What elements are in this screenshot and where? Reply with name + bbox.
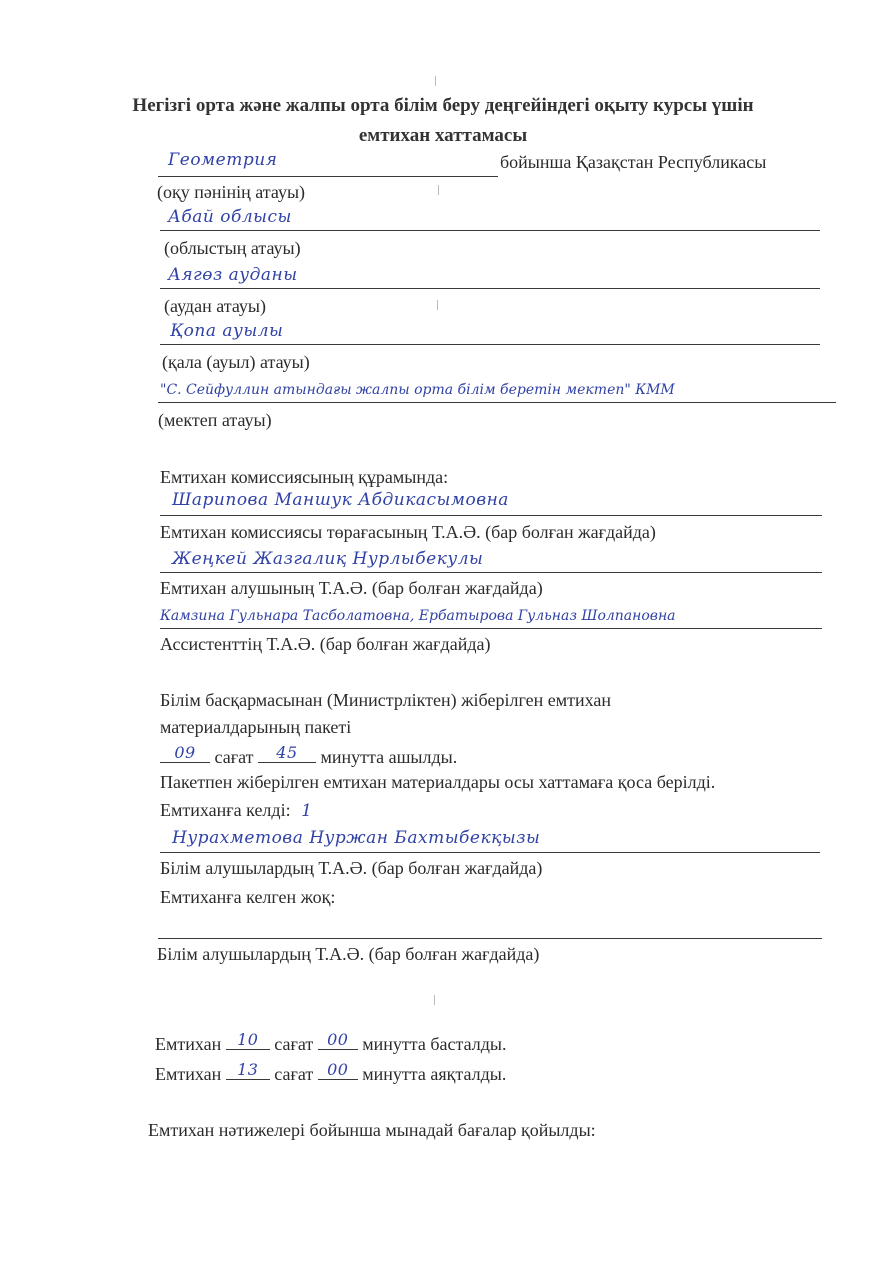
package-minute-handwritten: 45 [276, 743, 298, 762]
package-hour-blank [160, 744, 210, 763]
end-time-row [155, 1061, 506, 1085]
came-row [160, 800, 312, 821]
chair-name-handwritten: Шарипова Маншук Абдикасымовна [172, 490, 509, 510]
document-title-line1: Негізгі орта және жалпы орта білім беру деңгейіндегі оқыту курсы үшін [132, 95, 754, 116]
absent-name-line [158, 938, 822, 939]
scan-mark [438, 185, 439, 195]
end-minute-blank [318, 1061, 358, 1080]
subject-line [158, 176, 498, 177]
subject-suffix: бойынша Қазақстан Республикасы [500, 152, 767, 172]
settlement-handwritten: Қопа ауылы [170, 321, 284, 341]
came-name-line [160, 852, 820, 853]
region-handwritten: Абай облысы [168, 207, 292, 227]
package-hour-handwritten: 09 [174, 743, 196, 762]
package-line2: материалдарының пакеті [160, 717, 352, 737]
absent-caption: Білім алушылардың Т.А.Ә. (бар болған жағдайда) [157, 944, 540, 964]
chair-caption: Емтихан комиссиясы төрағасының Т.А.Ә. (бар болған жағдайда) [160, 522, 656, 542]
subject-handwritten: Геометрия [168, 150, 278, 170]
examiner-name-handwritten: Жеңкей Жазгалиқ Нурлыбекулы [172, 549, 484, 569]
chair-line [160, 515, 822, 516]
start-hour-handwritten: 10 [237, 1030, 259, 1049]
start-hour-word: сағат [274, 1034, 314, 1054]
school-handwritten: "С. Сейфуллин атындағы жалпы орта білім беретін мектеп" КММ [160, 382, 675, 398]
package-opened-text: минутта ашылды. [320, 747, 458, 767]
start-exam-word: Емтихан [155, 1034, 222, 1054]
results-text: Емтихан нәтижелері бойынша мынадай бағалар қойылды: [148, 1120, 596, 1140]
school-line [158, 402, 836, 403]
absent-label: Емтиханға келген жоқ: [160, 887, 336, 907]
end-minute-handwritten: 00 [327, 1060, 349, 1079]
package-attached-text: Пакетпен жіберілген емтихан материалдары осы хаттамаға қоса берілді. [160, 772, 716, 792]
came-count-handwritten: 1 [301, 801, 313, 821]
settlement-caption: (қала (ауыл) атауы) [162, 352, 310, 372]
examiner-caption: Емтихан алушының Т.А.Ә. (бар болған жағдайда) [160, 578, 543, 598]
package-minute-blank [258, 744, 316, 763]
end-hour-blank [226, 1061, 270, 1080]
assistants-caption: Ассистенттің Т.А.Ә. (бар болған жағдайда) [160, 634, 491, 654]
assistants-line [160, 628, 822, 629]
assistants-name-handwritten: Камзина Гульнара Тасболатовна, Ербатырова Гульназ Шолпановна [160, 608, 676, 624]
end-hour-word: сағат [274, 1064, 314, 1084]
came-name-handwritten: Нурахметова Нуржан Бахтыбекқызы [172, 828, 541, 848]
scan-mark [437, 300, 438, 310]
scan-mark [435, 76, 436, 86]
school-caption: (мектеп атауы) [158, 410, 272, 430]
district-line [160, 288, 820, 289]
region-line [160, 230, 820, 231]
district-caption: (аудан атауы) [164, 296, 266, 316]
start-text: минутта басталды. [362, 1034, 507, 1054]
came-caption: Білім алушылардың Т.А.Ә. (бар болған жағдайда) [160, 858, 543, 878]
subject-caption: (оқу пәнінің атауы) [157, 182, 306, 202]
package-line1: Білім басқармасынан (Министрліктен) жіберілген емтихан [160, 690, 611, 710]
end-hour-handwritten: 13 [237, 1060, 259, 1079]
start-minute-blank [318, 1031, 358, 1050]
package-open-row [160, 744, 457, 768]
region-caption: (облыстың атауы) [164, 238, 301, 258]
end-text: минутта аяқталды. [362, 1064, 507, 1084]
district-handwritten: Аягөз ауданы [168, 265, 298, 285]
start-time-row [155, 1031, 506, 1055]
commission-heading: Емтихан комиссиясының құрамында: [160, 467, 449, 487]
examiner-line [160, 572, 822, 573]
came-label: Емтиханға келді: [160, 800, 291, 820]
package-hour-word: сағат [214, 747, 254, 767]
scan-mark [434, 995, 435, 1005]
settlement-line [160, 344, 820, 345]
start-minute-handwritten: 00 [327, 1030, 349, 1049]
document-title-line2: емтихан хаттамасы [358, 125, 528, 146]
end-exam-word: Емтихан [155, 1064, 222, 1084]
start-hour-blank [226, 1031, 270, 1050]
